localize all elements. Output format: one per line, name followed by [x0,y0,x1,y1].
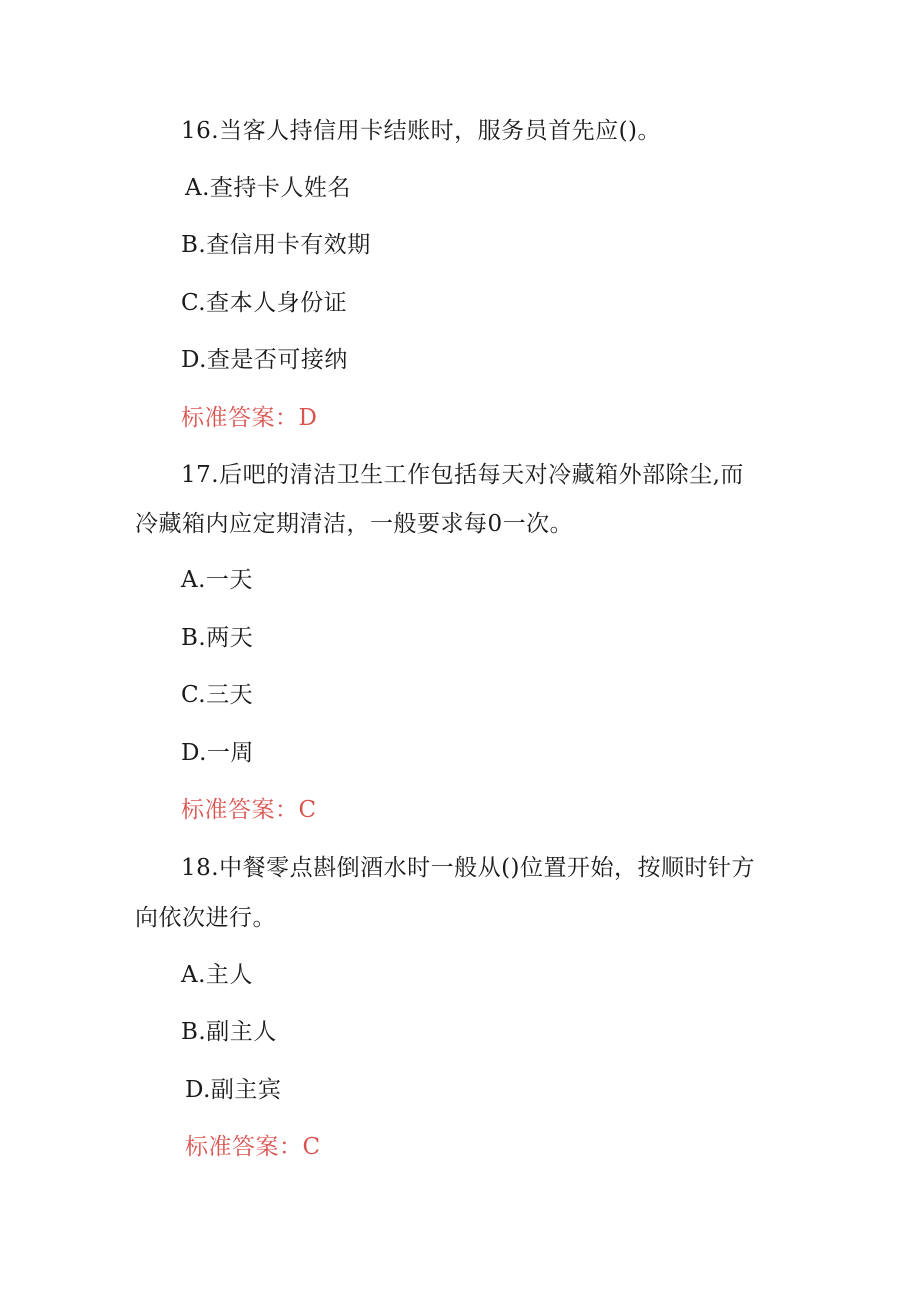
answer-label: 标准答案：D [181,405,318,431]
option-b: B.查信用卡有效期 [181,232,371,258]
question-stem: 17.后吧的清洁卫生工作包括每天对冷藏箱外部除尘,而 [181,462,744,488]
option-c: C.查本人身份证 [181,290,348,316]
option-b: B.副主人 [181,1019,277,1045]
question-stem-continued: 向依次进行。 [135,905,276,931]
option-a: A.主人 [181,962,253,988]
answer-label: 标准答案：C [181,797,317,823]
option-a: A.查持卡人姓名 [185,175,351,201]
option-d: D.副主宾 [185,1077,282,1103]
answer-label: 标准答案：C [185,1134,321,1160]
option-a: A.一天 [181,567,253,593]
question-stem-continued: 冷藏箱内应定期清洁，一般要求每0一次。 [135,511,574,537]
option-b: B.两天 [181,625,254,651]
question-stem: 16.当客人持信用卡结账时，服务员首先应()。 [181,118,662,144]
option-c: C.三天 [181,682,254,708]
option-d: D.一周 [181,740,254,766]
option-d: D.查是否可接纳 [181,347,348,373]
question-stem: 18.中餐零点斟倒酒水时一般从()位置开始，按顺时针方 [181,855,756,881]
